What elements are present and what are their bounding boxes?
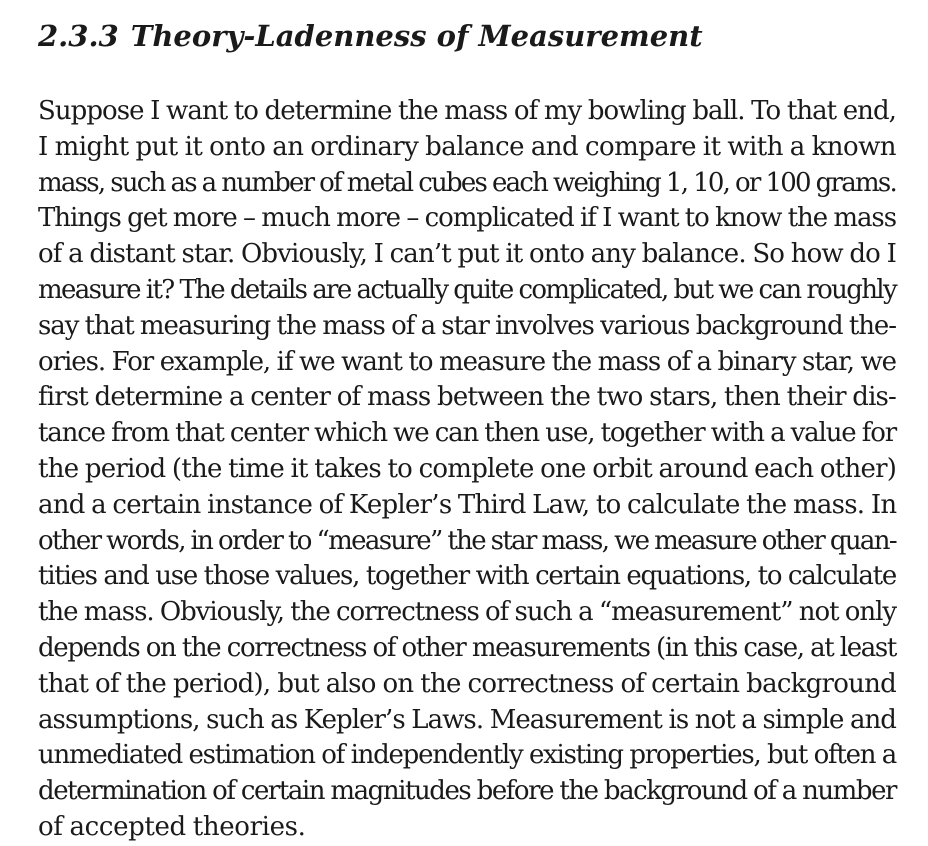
text-line: assumptions, such as Kepler’s Laws. Measurement is not a simple and [38,704,896,735]
text-line: that of the period), but also on the correctness of certain background [38,668,896,699]
section-heading [38,14,896,58]
text-line: first determine a center of mass between the two stars, then their dis- [38,382,896,413]
text-line: Suppose I want to determine the mass of my bowling ball. To that end, [38,96,896,126]
section-number: 2.3.3 [38,19,119,53]
text-line: other words, in order to “measure” the star mass, we measure other quan- [38,525,896,556]
text-line: of accepted theories. [38,811,306,842]
text-line: determination of certain magnitudes before the background of a number [38,776,896,807]
page [38,14,896,846]
text-line: I might put it onto an ordinary balance and compare it with a known [38,131,896,162]
body-paragraph [38,94,896,846]
text-line: and a certain instance of Kepler’s Third Law, to calculate the mass. In [38,489,897,520]
text-line: unmediated estimation of independently existing properties, but often a [38,740,896,771]
text-line: the mass. Obviously, the correctness of such a “measurement” not only [38,597,896,628]
text-line: tance from that center which we can then use, together with a value for [38,418,896,449]
text-line: of a distant star. Obviously, I can’t put it onto any balance. So how do I [38,239,896,270]
text-line: the period (the time it takes to complete one orbit around each other) [38,453,897,484]
text-line: Things get more – much more – complicated if I want to know the mass [38,203,896,234]
text-line: mass, such as a number of metal cubes each weighing 1, 10, or 100 grams. [38,167,896,198]
section-title: Theory-Ladenness of Measurement [130,19,703,53]
text-line: depends on the correctness of other measurements (in this case, at least [38,632,896,663]
text-line: say that measuring the mass of a star involves various background the- [38,310,896,341]
text-line: measure it? The details are actually quite complicated, but we can roughly [38,274,896,305]
text-line: tities and use those values, together with certain equations, to calculate [38,561,896,592]
text-line: ories. For example, if we want to measure the mass of a binary star, we [38,346,896,377]
